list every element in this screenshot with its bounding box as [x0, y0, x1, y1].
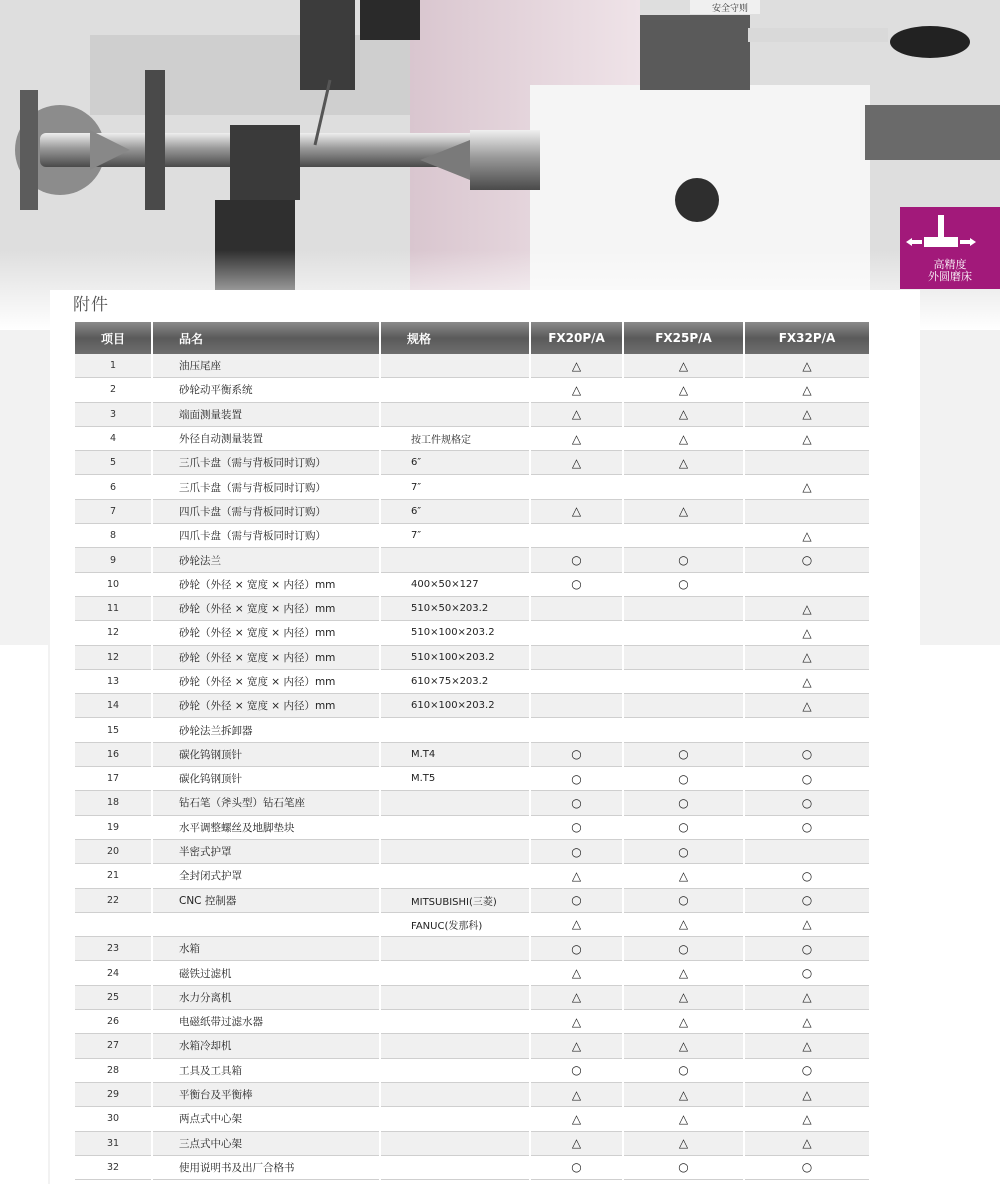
badge-line-2: 外圆磨床	[928, 270, 972, 283]
table-row	[75, 913, 869, 937]
fx32-mark: △	[745, 378, 869, 402]
item-spec: 400×50×127	[381, 573, 529, 597]
item-number: 24	[75, 961, 151, 985]
table-row	[75, 427, 869, 451]
table-row	[75, 378, 869, 402]
table-row	[75, 1034, 869, 1058]
table-row	[75, 864, 869, 888]
fx32-mark	[745, 840, 869, 864]
table-row	[75, 1083, 869, 1107]
fx32-mark: ○	[745, 961, 869, 985]
fx32-mark: △	[745, 670, 869, 694]
item-spec: FANUC(发那科)	[381, 913, 529, 937]
fx32-mark: △	[745, 986, 869, 1010]
table-row	[75, 1059, 869, 1083]
fx20-mark: △	[531, 1083, 622, 1107]
badge-line-1: 高精度	[933, 258, 967, 271]
item-number: 31	[75, 1132, 151, 1156]
item-name	[153, 913, 379, 937]
fx32-mark: ○	[745, 889, 869, 913]
table-row	[75, 548, 869, 572]
fx25-mark	[624, 475, 743, 499]
item-number: 18	[75, 791, 151, 815]
fx20-mark: △	[531, 403, 622, 427]
item-spec: M.T5	[381, 767, 529, 791]
item-number: 20	[75, 840, 151, 864]
fx20-mark: △	[531, 913, 622, 937]
item-spec	[381, 548, 529, 572]
table-row	[75, 500, 869, 524]
fx20-mark: △	[531, 500, 622, 524]
fx25-mark: △	[624, 961, 743, 985]
item-spec	[381, 1107, 529, 1131]
fx32-mark: ○	[745, 791, 869, 815]
fx32-mark: ○	[745, 548, 869, 572]
item-number: 10	[75, 573, 151, 597]
item-name: 砂轮动平衡系统	[153, 378, 379, 402]
item-number: 30	[75, 1107, 151, 1131]
item-spec: 7″	[381, 524, 529, 548]
fx25-mark: △	[624, 451, 743, 475]
item-number: 2	[75, 378, 151, 402]
fx25-mark: △	[624, 1010, 743, 1034]
machine-photo	[0, 0, 1000, 330]
fx20-mark: △	[531, 427, 622, 451]
fx25-mark: △	[624, 864, 743, 888]
item-spec	[381, 1010, 529, 1034]
fx32-mark: ○	[745, 1059, 869, 1083]
table-row	[75, 961, 869, 985]
col-header-item-no: 项目	[75, 322, 151, 354]
fx32-mark: △	[745, 694, 869, 718]
item-spec	[381, 718, 529, 742]
item-number: 6	[75, 475, 151, 499]
fx32-mark	[745, 573, 869, 597]
item-number: 5	[75, 451, 151, 475]
table-row	[75, 816, 869, 840]
fx25-mark: ○	[624, 548, 743, 572]
item-number: 1	[75, 354, 151, 378]
table-row	[75, 670, 869, 694]
item-number: 8	[75, 524, 151, 548]
fx25-mark: △	[624, 1034, 743, 1058]
item-name: 水力分离机	[153, 986, 379, 1010]
fx32-mark: ○	[745, 937, 869, 961]
fx32-mark	[745, 500, 869, 524]
item-spec: 510×100×203.2	[381, 621, 529, 645]
item-spec	[381, 864, 529, 888]
fx20-mark: ○	[531, 548, 622, 572]
fx20-mark: ○	[531, 840, 622, 864]
col-header-fx20: FX20P/A	[531, 322, 622, 354]
item-name: 碳化钨钢顶针	[153, 743, 379, 767]
item-name: 水箱冷却机	[153, 1034, 379, 1058]
item-number: 11	[75, 597, 151, 621]
table-row	[75, 694, 869, 718]
item-name: 平衡台及平衡棒	[153, 1083, 379, 1107]
fx32-mark: △	[745, 1083, 869, 1107]
item-number: 13	[75, 670, 151, 694]
fx25-mark: ○	[624, 573, 743, 597]
fx20-mark: △	[531, 1034, 622, 1058]
item-name: 砂轮法兰拆卸器	[153, 718, 379, 742]
fx20-mark: ○	[531, 889, 622, 913]
table-row	[75, 986, 869, 1010]
item-name: CNC 控制器	[153, 889, 379, 913]
fx32-mark	[745, 718, 869, 742]
item-name: 砂轮（外径 × 宽度 × 内径）mm	[153, 597, 379, 621]
item-spec	[381, 986, 529, 1010]
fx20-mark	[531, 621, 622, 645]
item-number: 15	[75, 718, 151, 742]
item-number: 14	[75, 694, 151, 718]
item-number: 3	[75, 403, 151, 427]
item-name: 砂轮（外径 × 宽度 × 内径）mm	[153, 573, 379, 597]
fx20-mark: ○	[531, 816, 622, 840]
item-name: 水平调整螺丝及地脚垫块	[153, 816, 379, 840]
item-spec: M.T4	[381, 743, 529, 767]
page-margin-left	[0, 645, 48, 1184]
fx20-mark: △	[531, 864, 622, 888]
item-name: 端面测量装置	[153, 403, 379, 427]
item-spec	[381, 937, 529, 961]
fx20-mark: △	[531, 986, 622, 1010]
table-row	[75, 403, 869, 427]
fx25-mark	[624, 524, 743, 548]
fx25-mark	[624, 597, 743, 621]
item-name: 四爪卡盘（需与背板同时订购）	[153, 524, 379, 548]
fx32-mark: △	[745, 597, 869, 621]
table-row	[75, 1107, 869, 1131]
item-name: 电磁纸带过滤水器	[153, 1010, 379, 1034]
fx25-mark: △	[624, 986, 743, 1010]
item-number	[75, 913, 151, 937]
item-spec	[381, 791, 529, 815]
col-header-fx32: FX32P/A	[745, 322, 869, 354]
fx25-mark: △	[624, 354, 743, 378]
item-number: 16	[75, 743, 151, 767]
item-spec: 610×100×203.2	[381, 694, 529, 718]
fx25-mark	[624, 621, 743, 645]
item-spec: 7″	[381, 475, 529, 499]
item-name: 四爪卡盘（需与背板同时订购）	[153, 500, 379, 524]
item-spec: MITSUBISHI(三菱)	[381, 889, 529, 913]
item-name: 三爪卡盘（需与背板同时订购）	[153, 475, 379, 499]
item-name: 砂轮（外径 × 宽度 × 内径）mm	[153, 670, 379, 694]
item-number: 9	[75, 548, 151, 572]
item-number: 17	[75, 767, 151, 791]
fx25-mark: ○	[624, 889, 743, 913]
item-number: 4	[75, 427, 151, 451]
fx25-mark: △	[624, 1083, 743, 1107]
table-row	[75, 354, 869, 378]
fx32-mark: △	[745, 427, 869, 451]
table-row	[75, 451, 869, 475]
fx20-mark	[531, 670, 622, 694]
fx32-mark: ○	[745, 743, 869, 767]
item-number: 19	[75, 816, 151, 840]
item-number: 25	[75, 986, 151, 1010]
item-number: 32	[75, 1156, 151, 1180]
fx25-mark	[624, 646, 743, 670]
product-badge	[900, 207, 1000, 289]
fx20-mark	[531, 524, 622, 548]
fx25-mark: △	[624, 500, 743, 524]
item-name: 三爪卡盘（需与背板同时订购）	[153, 451, 379, 475]
table-row	[75, 840, 869, 864]
table-row	[75, 767, 869, 791]
fx25-mark: △	[624, 427, 743, 451]
fx20-mark: △	[531, 354, 622, 378]
fx32-mark: △	[745, 354, 869, 378]
fx32-mark: △	[745, 913, 869, 937]
fx20-mark: ○	[531, 767, 622, 791]
item-number: 23	[75, 937, 151, 961]
section-title: 附件	[73, 295, 109, 315]
fx25-mark: ○	[624, 1059, 743, 1083]
fx25-mark	[624, 718, 743, 742]
item-name: 外径自动测量装置	[153, 427, 379, 451]
item-spec	[381, 1083, 529, 1107]
fx32-mark: △	[745, 621, 869, 645]
table-row	[75, 597, 869, 621]
fx32-mark: △	[745, 1034, 869, 1058]
item-name: 半密式护罩	[153, 840, 379, 864]
table-body	[75, 354, 869, 1180]
item-number: 29	[75, 1083, 151, 1107]
fx25-mark	[624, 694, 743, 718]
fx25-mark: ○	[624, 791, 743, 815]
fx20-mark	[531, 646, 622, 670]
fx25-mark: ○	[624, 767, 743, 791]
fx32-mark: △	[745, 524, 869, 548]
item-name: 砂轮（外径 × 宽度 × 内径）mm	[153, 694, 379, 718]
item-number: 27	[75, 1034, 151, 1058]
grinding-machine-illustration	[0, 0, 1000, 330]
item-name: 水箱	[153, 937, 379, 961]
fx32-mark: △	[745, 1107, 869, 1131]
item-spec	[381, 1156, 529, 1180]
fx20-mark: △	[531, 961, 622, 985]
table-row	[75, 1010, 869, 1034]
table-row	[75, 1132, 869, 1156]
item-number: 12	[75, 646, 151, 670]
item-number: 26	[75, 1010, 151, 1034]
fx25-mark: ○	[624, 840, 743, 864]
table-row	[75, 791, 869, 815]
fx20-mark: ○	[531, 1059, 622, 1083]
col-header-fx25: FX25P/A	[624, 322, 743, 354]
item-name: 砂轮（外径 × 宽度 × 内径）mm	[153, 646, 379, 670]
table-row	[75, 743, 869, 767]
item-spec: 6″	[381, 500, 529, 524]
fx25-mark: ○	[624, 1156, 743, 1180]
grinder-icon	[900, 207, 1000, 259]
fx20-mark: ○	[531, 1156, 622, 1180]
fx32-mark	[745, 451, 869, 475]
item-name: 工具及工具箱	[153, 1059, 379, 1083]
item-name: 砂轮（外径 × 宽度 × 内径）mm	[153, 621, 379, 645]
item-spec	[381, 840, 529, 864]
item-name: 油压尾座	[153, 354, 379, 378]
fx25-mark: △	[624, 1107, 743, 1131]
item-name: 三点式中心架	[153, 1132, 379, 1156]
fx25-mark: ○	[624, 937, 743, 961]
item-number: 22	[75, 889, 151, 913]
fx20-mark	[531, 597, 622, 621]
item-spec	[381, 354, 529, 378]
item-spec	[381, 816, 529, 840]
fx20-mark: △	[531, 451, 622, 475]
item-name: 砂轮法兰	[153, 548, 379, 572]
item-spec: 510×100×203.2	[381, 646, 529, 670]
fx20-mark: △	[531, 1132, 622, 1156]
fx25-mark: ○	[624, 816, 743, 840]
fx20-mark: ○	[531, 573, 622, 597]
fx25-mark: △	[624, 913, 743, 937]
fx25-mark: ○	[624, 743, 743, 767]
page-margin-right	[920, 645, 1000, 1184]
fx32-mark: ○	[745, 864, 869, 888]
item-name: 全封闭式护罩	[153, 864, 379, 888]
item-spec: 6″	[381, 451, 529, 475]
fx32-mark: △	[745, 475, 869, 499]
fx20-mark: ○	[531, 743, 622, 767]
fx20-mark: △	[531, 1010, 622, 1034]
item-spec	[381, 378, 529, 402]
fx32-mark: ○	[745, 1156, 869, 1180]
fx20-mark: △	[531, 1107, 622, 1131]
item-spec	[381, 1059, 529, 1083]
fx32-mark: ○	[745, 816, 869, 840]
item-name: 钻石笔（斧头型）钻石笔座	[153, 791, 379, 815]
fx20-mark	[531, 475, 622, 499]
item-number: 12	[75, 621, 151, 645]
fx32-mark: △	[745, 646, 869, 670]
table-row	[75, 524, 869, 548]
item-name: 碳化钨钢顶针	[153, 767, 379, 791]
fx20-mark: △	[531, 378, 622, 402]
item-spec: 610×75×203.2	[381, 670, 529, 694]
safety-sign-text: 安全守则	[712, 4, 749, 14]
item-spec	[381, 1132, 529, 1156]
item-number: 21	[75, 864, 151, 888]
fx32-mark: △	[745, 403, 869, 427]
item-name: 磁铁过滤机	[153, 961, 379, 985]
item-number: 28	[75, 1059, 151, 1083]
fx25-mark: △	[624, 403, 743, 427]
accessories-table	[73, 322, 871, 1180]
fx20-mark: ○	[531, 791, 622, 815]
table-row	[75, 573, 869, 597]
item-spec	[381, 961, 529, 985]
item-spec: 510×50×203.2	[381, 597, 529, 621]
col-header-spec: 规格	[381, 322, 529, 354]
fx20-mark	[531, 694, 622, 718]
fx32-mark: △	[745, 1132, 869, 1156]
table-row	[75, 621, 869, 645]
fx25-mark	[624, 670, 743, 694]
fx32-mark: ○	[745, 767, 869, 791]
item-name: 两点式中心架	[153, 1107, 379, 1131]
table-row	[75, 937, 869, 961]
fx20-mark: ○	[531, 937, 622, 961]
item-number: 7	[75, 500, 151, 524]
table-row	[75, 718, 869, 742]
item-spec	[381, 1034, 529, 1058]
table-row	[75, 889, 869, 913]
item-name: 使用说明书及出厂合格书	[153, 1156, 379, 1180]
table-row	[75, 1156, 869, 1180]
table-row	[75, 475, 869, 499]
item-spec: 按工件规格定	[381, 427, 529, 451]
fx25-mark: △	[624, 1132, 743, 1156]
table-header-row	[75, 322, 869, 354]
fx32-mark: △	[745, 1010, 869, 1034]
item-spec	[381, 403, 529, 427]
col-header-name: 品名	[153, 322, 379, 354]
fx20-mark	[531, 718, 622, 742]
table-row	[75, 646, 869, 670]
fx25-mark: △	[624, 378, 743, 402]
